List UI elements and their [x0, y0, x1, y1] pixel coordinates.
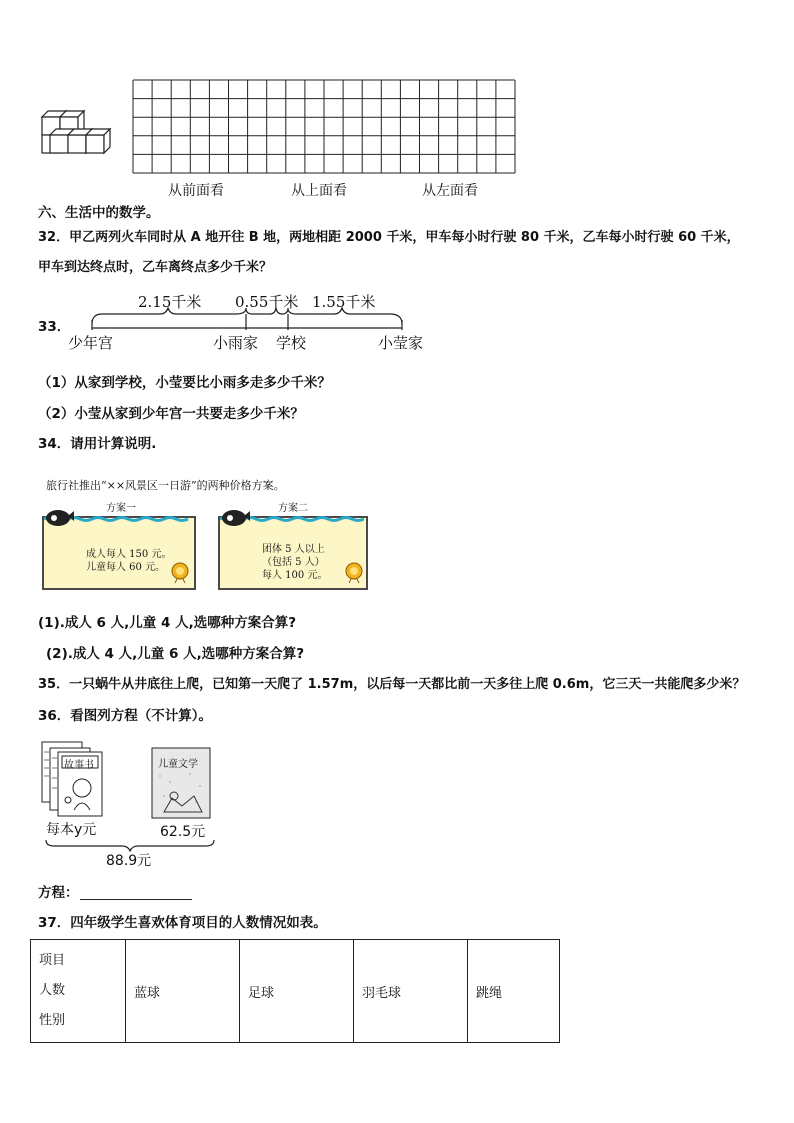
lion-icon	[344, 562, 364, 584]
plan2-line2: （包括 5 人）	[262, 557, 325, 568]
view-label-top: 从上面看	[291, 183, 347, 199]
plan2-label: 方案二	[278, 503, 308, 514]
storybook-title: 故事书	[64, 760, 94, 771]
diagonal-header-cell	[31, 940, 126, 1043]
cube-figure	[36, 105, 116, 161]
whale-icon	[44, 506, 76, 528]
q36-title: 36．看图列方程（不计算）。	[38, 708, 213, 724]
plan1-line2: 儿童每人 60 元。	[86, 562, 166, 573]
distance-label-2: 0.55千米	[235, 293, 299, 311]
plan2-line3: 每人 100 元。	[262, 570, 328, 581]
table-row	[31, 940, 560, 1043]
column-header-football: 足球	[240, 940, 354, 1043]
equation-label: 方程：	[38, 885, 79, 901]
q33-sub1: （1）从家到学校，小莹要比小雨多走多少千米？	[38, 375, 331, 391]
drawing-grid[interactable]	[130, 78, 518, 176]
storybook-stack	[38, 738, 110, 818]
total-brace	[44, 838, 216, 852]
place-label-1: 少年宫	[68, 334, 114, 352]
q32-line2: 甲车到达终点时，乙车离终点多少千米？	[38, 260, 273, 275]
equation-answer-line[interactable]	[80, 899, 192, 900]
q34-intro: 旅行社推出“××风景区一日游”的两种价格方案。	[46, 479, 285, 492]
header-item: 项目	[39, 953, 66, 968]
header-count: 人数	[39, 983, 66, 998]
plan1-label: 方案一	[106, 503, 136, 514]
distance-label-3: 1.55千米	[312, 293, 376, 311]
total-price: 88.9元	[106, 853, 152, 869]
view-label-front: 从前面看	[168, 183, 224, 199]
q34-sub2: (2).成人 4 人,儿童 6 人,选哪种方案合算?	[46, 646, 305, 662]
column-header-badminton: 羽毛球	[354, 940, 468, 1043]
plan2-line1: 团体 5 人以上	[262, 544, 325, 555]
q32-line1: 32．甲乙两列火车同时从 A 地开往 B 地，两地相距 2000 千米，甲车每小时行驶 80 千米，乙车每小时行驶 60 千米，	[38, 230, 740, 245]
section-title: 六、生活中的数学。	[38, 205, 160, 221]
sports-table	[30, 939, 560, 1043]
q33-number: 33．	[38, 319, 71, 335]
header-gender: 性别	[39, 1013, 66, 1028]
column-header-basketball: 蓝球	[126, 940, 240, 1043]
q37-title: 37．四年级学生喜欢体育项目的人数情况如表。	[38, 915, 327, 931]
place-label-4: 小莹家	[378, 334, 424, 352]
place-label-2: 小雨家	[213, 334, 259, 352]
price-label-book: 62.5元	[160, 824, 206, 840]
q33-sub2: （2）小莹从家到少年宫一共要走多少千米？	[38, 406, 304, 422]
price-label-each: 每本y元	[46, 822, 97, 838]
q35-text: 35．一只蜗牛从井底往上爬，已知第一天爬了 1.57m，以后每一天都比前一天多往上爬 0.6m，它三天一共能爬多少米？	[38, 677, 746, 692]
lion-icon	[170, 562, 190, 584]
q34-title: 34．请用计算说明.	[38, 436, 157, 452]
distance-label-1: 2.15千米	[138, 293, 202, 311]
column-header-rope-skipping: 跳绳	[468, 940, 560, 1043]
view-label-left: 从左面看	[422, 183, 478, 199]
q34-sub1: (1).成人 6 人,儿童 4 人,选哪种方案合算?	[38, 615, 297, 631]
place-label-3: 学校	[276, 334, 307, 352]
whale-icon	[220, 506, 252, 528]
childrens-literature-title: 儿童文学	[158, 759, 198, 770]
plan1-line1: 成人每人 150 元。	[86, 549, 172, 560]
